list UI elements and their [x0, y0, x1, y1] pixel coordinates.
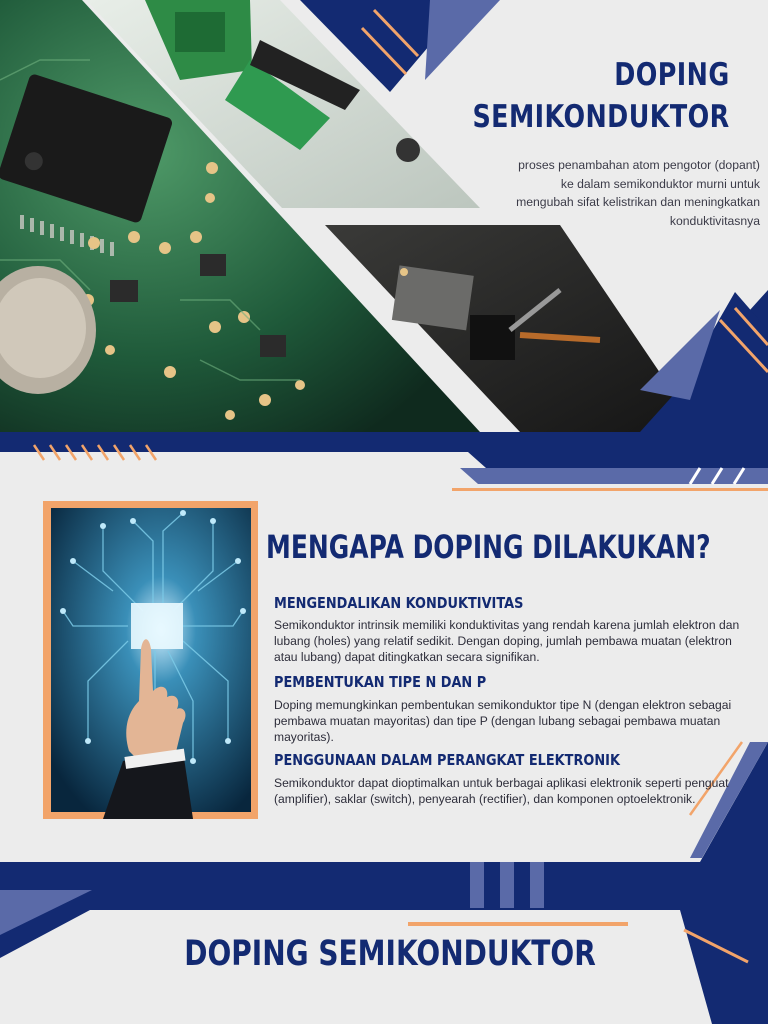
item-title-perangkat: PENGGUNAAN DALAM PERANGKAT ELEKTRONIK: [274, 751, 620, 769]
title-line-1: DOPING: [614, 57, 730, 93]
item-text-perangkat: Semikonduktor dapat dioptimalkan untuk berbagai aplikasi elektronik seperti penguat (amplifier), saklar (switch), penyearah (rectifier), dan komponen optoelektronik.: [274, 776, 729, 807]
item-text-konduktivitas: Semikonduktor intrinsik memiliki konduktivitas yang rendah karena jumlah elektron dan lubang (holes) yang relatif sedikit. Dengan doping, jumlah pembawa muatan (elektron atau lubang) dapat ditingkatkan secara signifikan.: [274, 618, 740, 665]
circuit-hand-image: [43, 501, 258, 819]
right-photo-accents: [640, 290, 768, 432]
circuit-hand-illustration: [43, 501, 258, 819]
item-title-tipe-n-p: PEMBENTUKAN TIPE N DAN P: [274, 673, 487, 691]
page-title: [473, 54, 730, 138]
item-text-tipe-n-p: Doping memungkinkan pembentukan semikonduktor tipe N (dengan elektron sebagai pembawa muatan mayoritas) dan tipe P (dengan lubang sebagai pembawa muatan mayoritas).: [274, 698, 732, 745]
divider-band: [0, 432, 768, 491]
section-heading: MENGAPA DOPING DILAKUKAN?: [266, 528, 711, 566]
title-line-2: SEMIKONDUKTOR: [472, 99, 730, 135]
footer-title: DOPING SEMIKONDUKTOR: [184, 934, 596, 974]
intro-text: proses penambahan atom pengotor (dopant) ke dalam semikonduktor murni untuk mengubah sifat kelistrikan dan meningkatkan konduktivitasnya: [516, 158, 760, 228]
item-title-konduktivitas: MENGENDALIKAN KONDUKTIVITAS: [274, 594, 524, 612]
